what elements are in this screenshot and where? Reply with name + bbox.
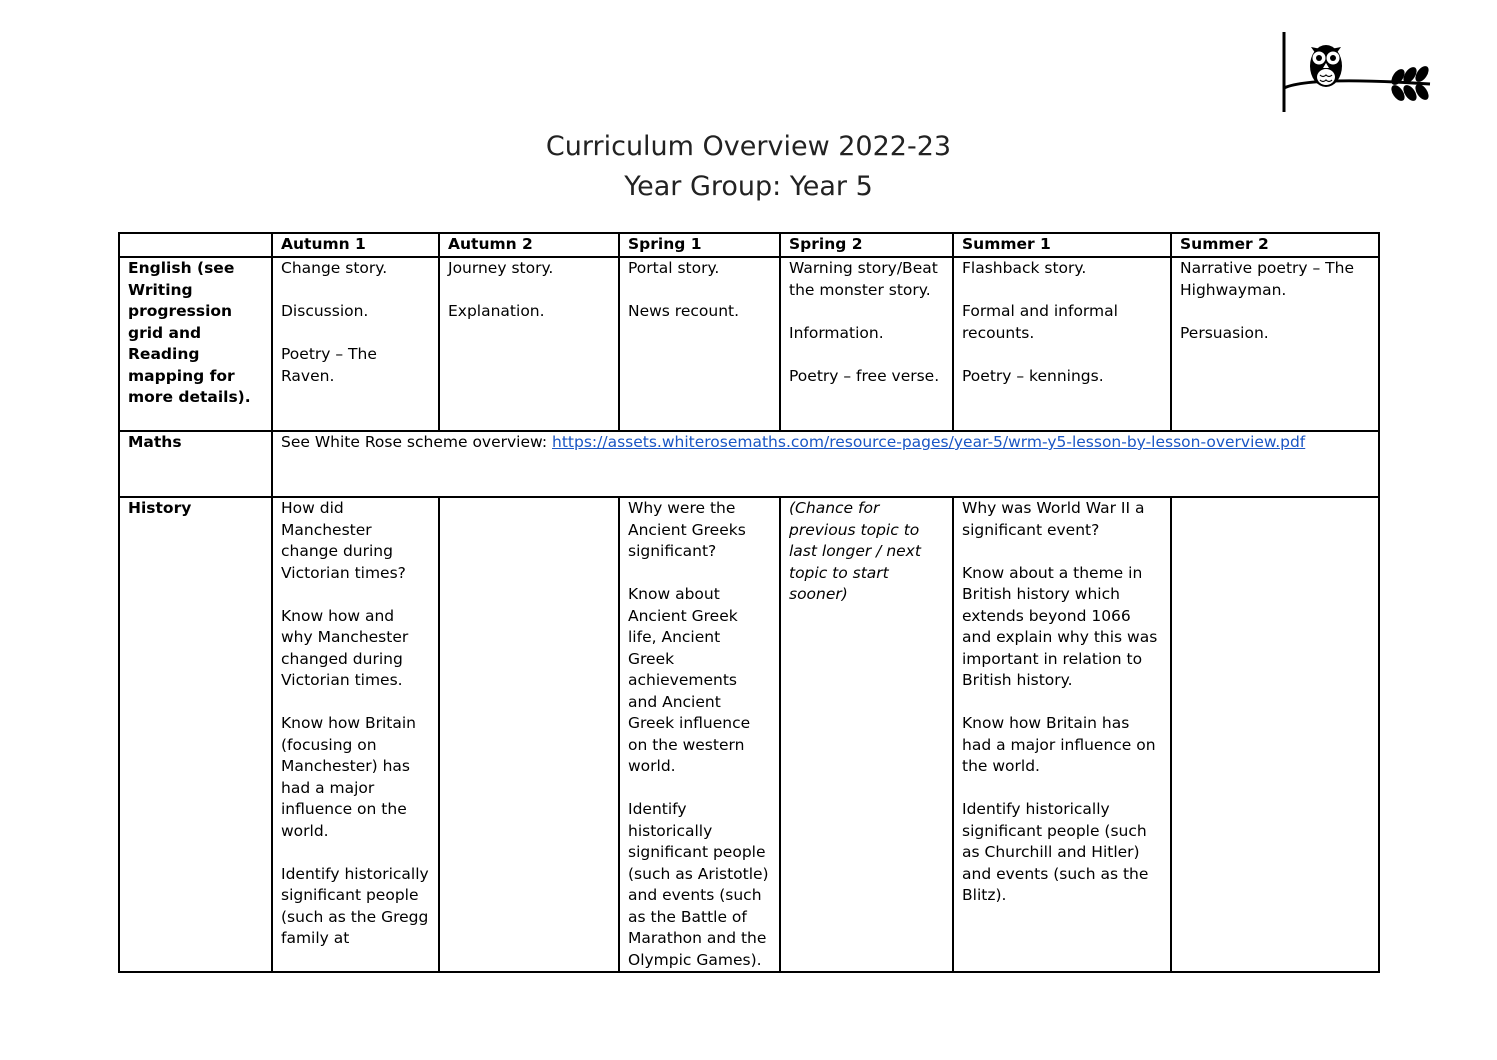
- english-autumn-2: Journey story. Explanation.: [439, 257, 619, 431]
- english-autumn-1: Change story. Discussion. Poetry – The Raven.: [272, 257, 439, 431]
- maths-row-label: Maths: [119, 431, 272, 497]
- owl-on-branch-icon: [1280, 30, 1440, 114]
- history-row-label: History: [119, 497, 272, 972]
- english-row-label: English (see Writing progression grid and Reading mapping for more details).: [119, 257, 272, 431]
- history-summer-2: [1171, 497, 1379, 972]
- header-cell-spring-2: Spring 2: [780, 233, 953, 257]
- page-title: Curriculum Overview 2022-23: [545, 131, 952, 162]
- maths-row: [119, 431, 1379, 497]
- header-cell-summer-1: Summer 1: [953, 233, 1171, 257]
- page-subtitle: Year Group: Year 5: [624, 171, 873, 202]
- english-summer-2: Narrative poetry – The Highwayman. Persuasion.: [1171, 257, 1379, 431]
- header-cell-summer-2: Summer 2: [1171, 233, 1379, 257]
- english-row: [119, 257, 1379, 431]
- white-rose-overview-link[interactable]: https://assets.whiterosemaths.com/resource-pages/year-5/wrm-y5-lesson-by-lesson-overview.pdf: [552, 433, 1306, 451]
- history-spring-2: (Chance for previous topic to last longer / next topic to start sooner): [780, 497, 953, 972]
- history-autumn-2: [439, 497, 619, 972]
- header-cell-corner: [119, 233, 272, 257]
- english-spring-1: Portal story. News recount.: [619, 257, 780, 431]
- maths-overview-cell: [272, 431, 1379, 497]
- history-row: [119, 497, 1379, 972]
- curriculum-table: [118, 232, 1380, 973]
- history-summer-1: Why was World War II a significant event? Know about a theme in British history which extends beyond 1066 and explain why this was important in relation to British history. Know how Britain has had a major influence on the world. Identify historically significant people (such as Churchill and Hitler) and events (such as the Blitz).: [953, 497, 1171, 972]
- maths-overview-text: See White Rose scheme overview:: [281, 433, 553, 451]
- history-spring-1: Why were the Ancient Greeks significant? Know about Ancient Greek life, Ancient Greek achievements and Ancient Greek influence on the western world. Identify historically significant people (such as Aristotle) and events (such as the Battle of Marathon and the Olympic Games).: [619, 497, 780, 972]
- history-autumn-1: How did Manchester change during Victorian times? Know how and why Manchester changed during Victorian times. Know how Britain (focusing on Manchester) has had a major influence on the world. Identify historically significant people (such as the Gregg family at: [272, 497, 439, 972]
- header-cell-spring-1: Spring 1: [619, 233, 780, 257]
- english-spring-2: Warning story/Beat the monster story. Information. Poetry – free verse.: [780, 257, 953, 431]
- header-cell-autumn-2: Autumn 2: [439, 233, 619, 257]
- header-row: [119, 233, 1379, 257]
- english-summer-1: Flashback story. Formal and informal recounts. Poetry – kennings.: [953, 257, 1171, 431]
- header-cell-autumn-1: Autumn 1: [272, 233, 439, 257]
